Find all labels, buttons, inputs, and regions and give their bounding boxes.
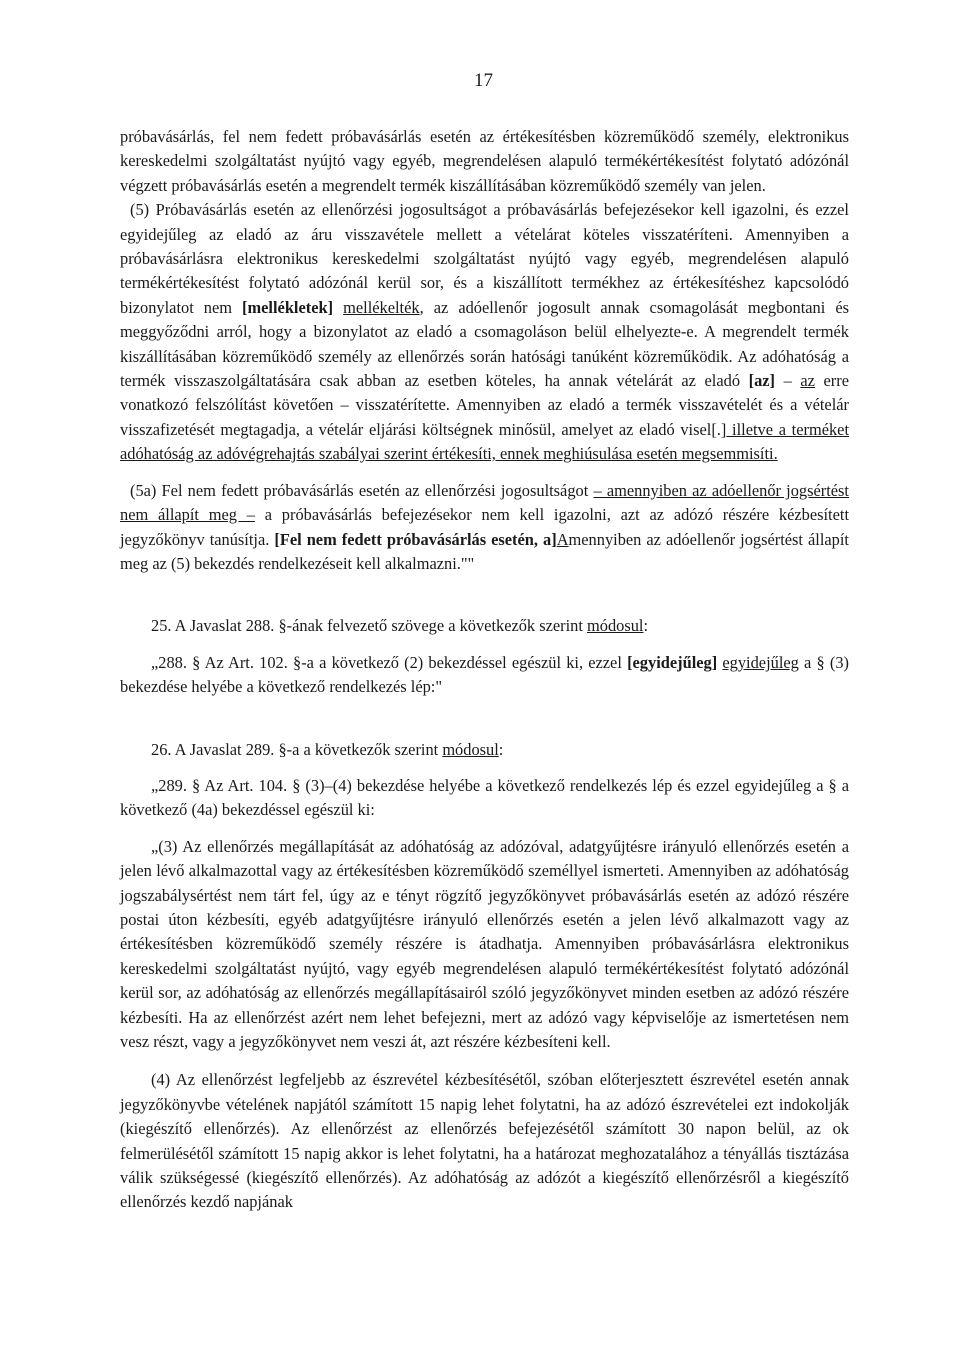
document-body [120,125,849,1215]
inserted-text: – amennyiben az adóellenőr jogsértést nem állapít meg – [120,480,849,525]
inserted-text: illetve a terméket adóhatóság az adóvégrehajtás szabályai szerint értékesíti, ennek meghiúsulása esetén megsemmisíti. [120,419,850,464]
amendment-26-text: „289. § Az Art. 104. § (3)–(4) bekezdése helyébe a következő rendelkezés lép és ezzel egyidejűleg a § a következő (4a) bekezdéssel egészül ki: [120,775,849,820]
inserted-text: az [800,371,815,391]
deleted-text: [.] [711,419,727,439]
amendment-25-text: „288. § Az Art. 102. §-a a következő (2) bekezdéssel egészül ki, ezzel [egyidejűleg] egyidejűleg a § (3) bekezdése helyébe a következő rendelkezés lép:" [120,652,849,697]
paragraph-4: (4) Az ellenőrzést legfeljebb az észrevétel kézbesítésétől, szóban előterjesztett észrevétel esetén annak jegyzőkönyvbe vételének napjától számított 15 napig lehet folytatni, ha az adózó észrevételei ezt indokolják (kiegészítő ellenőrzés). Az ellenőrzést az ellenőrzés befejezésétől számított 30 napon belül, az ok felmerülésétől számított 15 napig akkor is lehet folytatni, ha a határozat meghozatalához a tényállás tisztázása válik szükségessé (kiegészítő ellenőrzés). Az adóhatóság az adózót a kiegészítő ellenőrzésről a kiegészítő ellenőrzés kezdő napjának [120,1070,849,1212]
inserted-text: mellékelték [343,297,420,317]
deleted-text: [egyidejűleg] [627,652,718,672]
deleted-text: [Fel nem fedett próbavásárlás esetén, a] [274,529,557,549]
paragraph-5a: (5a) Fel nem fedett próbavásárlás esetén az ellenőrzési jogosultságot – amennyiben az adóellenőr jogsértést nem állapít meg – a próbavásárlás befejezésekor nem kell igazolni, azt az adózó részére kézbesített jegyzőkönyv tanúsítja. [Fel nem fedett próbavásárlás esetén, a]Amennyiben az adóellenőr jogsértést állapít meg az (5) bekezdés rendelkezéseit kell alkalmazni."" [120,480,849,573]
amendment-25-heading: 25. A Javaslat 288. §-ának felvezető szövege a következők szerint módosul: [151,616,649,636]
paragraph-5: (5) Próbavásárlás esetén az ellenőrzési jogosultságot a próbavásárlás befejezésekor kell igazolni, és ezzel egyidejűleg az eladó az áru visszavétele mellett a vételárat köteles visszatéríteni. Amennyiben a próbavásárlásra elektronikus kereskedelmi szolgáltatást nyújtó vagy egyéb, megrendelésen alapuló termékértékesítést folytató adózónál kerül sor, és a kiszállított termékhez az értékesítéshez kapcsolódó bizonylatot nem [mellékletek] mellékelték, az adóellenőr jogosult annak csomagolását megbontani és meggyőződni arról, hogy a bizonylatot az eladó a csomagoláson belül elhelyezte-e. A megrendelt termék kiszállításában közreműködő személy az ellenőrzés során hatósági tanúként közreműködik. Az adóhatóság a termék visszaszolgáltatására csak abban az esetben köteles, ha annak vételárát az eladó [az] – az erre vonatkozó felszólítást követően – visszatérítette. Amennyiben az eladó a termék visszavételét és a vételár visszafizetését megtagadja, a vételár eljárási költségnek minősül, amelyet az eladó visel[.] illetve a terméket adóhatóság az adóvégrehajtás szabályai szerint értékesíti, ennek meghiúsulása esetén megsemmisíti. [120,200,850,464]
page-number: 17 [474,70,493,91]
inserted-text: egyidejűleg [722,652,799,672]
inserted-text: módosul [587,616,644,636]
amendment-26-heading: 26. A Javaslat 289. §-a a következők szerint módosul: [151,739,504,759]
paragraph-continuation: próbavásárlás, fel nem fedett próbavásárlás esetén az értékesítésben közreműködő személy, elektronikus kereskedelmi szolgáltatást nyújtó vagy egyéb, megrendelésen alapuló termékértékesítést folytató adózónál végzett próbavásárlás esetén a megrendelt termék kiszállításában közreműködő személy van jelen. [120,127,849,195]
inserted-text: módosul [442,739,499,759]
deleted-text: [mellékletek] [242,297,334,317]
deleted-text: [az] [748,371,775,391]
inserted-text: A [556,529,569,549]
paragraph-3: „(3) Az ellenőrzés megállapítását az adóhatóság az adózóval, adatgyűjtésre irányuló ellenőrzés esetén a jelen lévő alkalmazottal vagy az értékesítésben közreműködő személlyel ismerteti. Amennyiben az adóhatóság jogszabálysértést nem tárt fel, úgy az e tényt rögzítő jegyzőkönyvet próbavásárlás esetén az adózó részére postai úton kézbesíti, egyéb adatgyűjtésre irányuló ellenőrzés esetén a jelen lévő alkalmazott vagy az értékesítésben közreműködő személy részére is átadhatja. Amennyiben próbavásárlásra elektronikus kereskedelmi szolgáltatást nyújtó, vagy egyéb megrendelésen alapuló termékértékesítést folytató adózónál kerül sor, az adóhatóság az ellenőrzés megállapításairól szóló jegyzőkönyvet minden esetben az adózó részére kézbesíti. Ha az ellenőrzést azért nem lehet befejezni, mert az adózó vagy képviselője az ismertetésen nem vesz részt, vagy a jegyzőkönyvet nem veszi át, azt részére kézbesíteni kell. [120,836,849,1051]
